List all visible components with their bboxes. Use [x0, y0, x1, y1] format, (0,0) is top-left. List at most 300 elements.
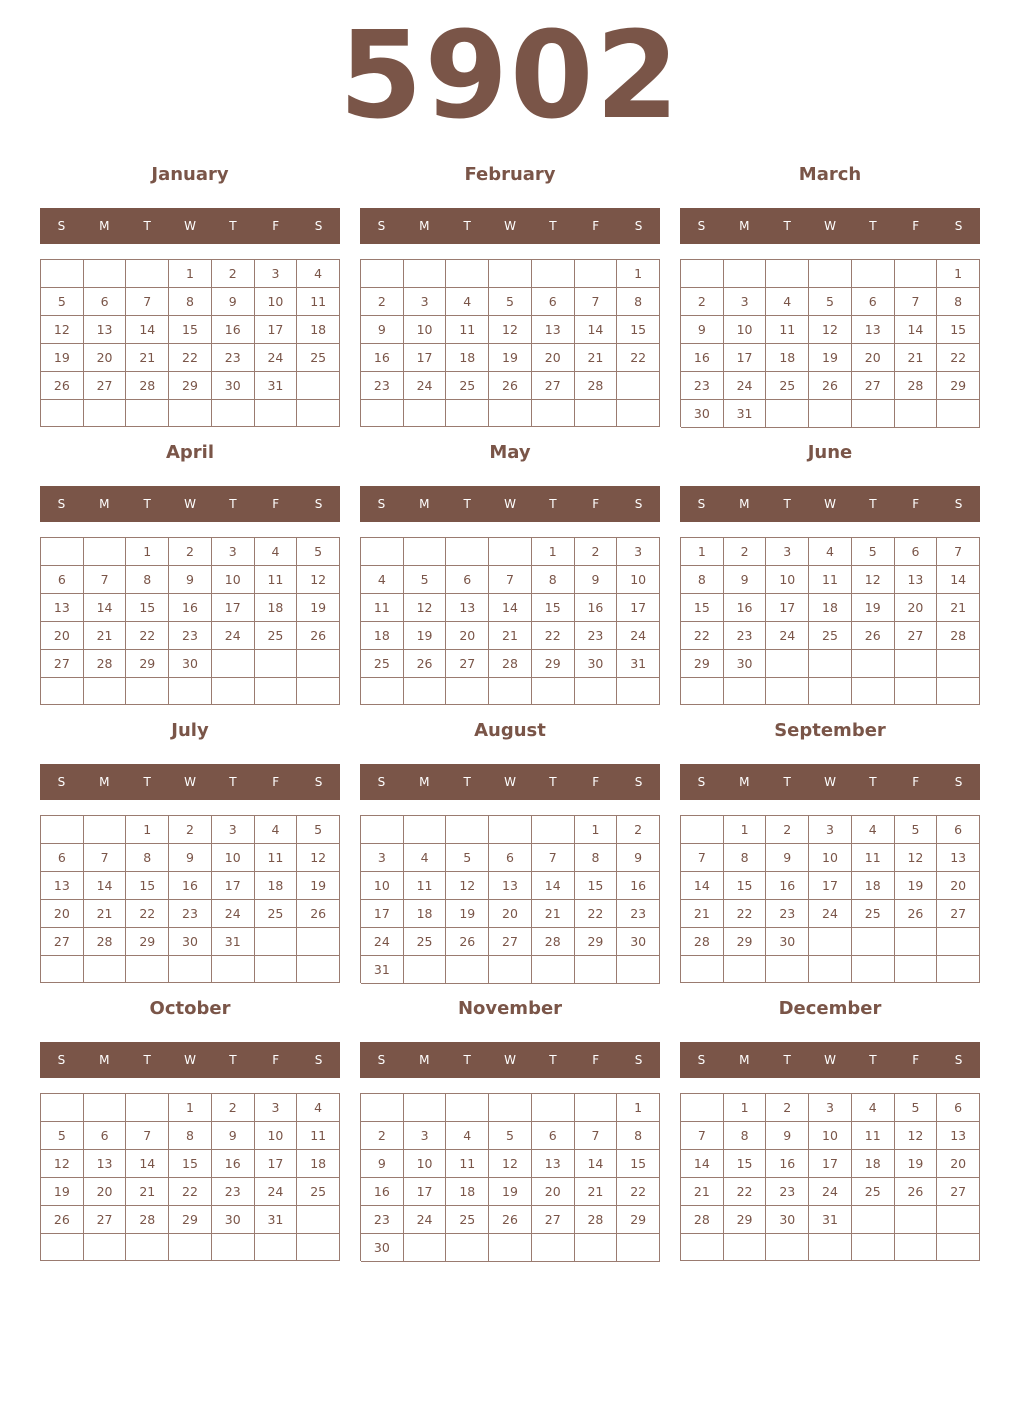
day-cell: 28	[895, 372, 938, 400]
weekday-label: W	[504, 497, 516, 511]
day-cell: 13	[895, 566, 938, 594]
day-cell	[297, 372, 340, 400]
day-cell	[489, 538, 532, 566]
day-cell: 29	[532, 650, 575, 678]
day-cell: 27	[41, 928, 84, 956]
day-cell: 12	[895, 1122, 938, 1150]
day-cell: 23	[169, 900, 212, 928]
day-cell	[809, 928, 852, 956]
day-cell: 5	[297, 538, 340, 566]
day-cell	[575, 678, 618, 705]
day-cell: 6	[84, 288, 127, 316]
weekday-label: W	[184, 219, 196, 233]
day-cell	[126, 1234, 169, 1261]
day-cell: 26	[404, 650, 447, 678]
day-cell: 18	[809, 594, 852, 622]
day-cell: 14	[681, 872, 724, 900]
day-cell	[84, 538, 127, 566]
day-cell: 26	[489, 372, 532, 400]
day-cell: 4	[297, 1094, 340, 1122]
day-cell	[532, 1234, 575, 1262]
day-cell: 14	[532, 872, 575, 900]
day-cell: 1	[532, 538, 575, 566]
day-cell: 22	[937, 344, 980, 372]
day-cell	[681, 956, 724, 983]
day-cell: 22	[724, 900, 767, 928]
day-cell: 14	[937, 566, 980, 594]
day-cell: 8	[169, 288, 212, 316]
day-cell: 26	[41, 1206, 84, 1234]
day-cell	[852, 650, 895, 678]
day-cell: 28	[84, 928, 127, 956]
month-name: January	[151, 164, 229, 185]
day-grid	[360, 259, 660, 427]
day-cell: 18	[297, 1150, 340, 1178]
weekday-label: W	[184, 497, 196, 511]
weekday-label: F	[272, 775, 280, 789]
day-grid	[680, 815, 980, 983]
day-cell: 23	[766, 900, 809, 928]
day-cell: 17	[404, 344, 447, 372]
day-cell	[212, 400, 255, 427]
day-cell: 9	[766, 1122, 809, 1150]
day-cell: 30	[766, 1206, 809, 1234]
day-cell: 3	[809, 1094, 852, 1122]
weekday-label: M	[739, 775, 750, 789]
day-cell	[617, 956, 660, 984]
day-cell: 4	[255, 538, 298, 566]
day-cell	[126, 400, 169, 427]
month-name: April	[165, 442, 215, 463]
day-cell: 8	[126, 844, 169, 872]
day-cell: 5	[41, 1122, 84, 1150]
weekday-label: M	[739, 219, 750, 233]
day-cell	[895, 260, 938, 288]
weekday-label: T	[229, 775, 237, 789]
day-cell: 31	[724, 400, 767, 428]
day-cell	[575, 1094, 618, 1122]
day-cell: 28	[575, 372, 618, 400]
day-cell: 9	[169, 566, 212, 594]
day-cell: 25	[446, 372, 489, 400]
day-cell: 6	[84, 1122, 127, 1150]
month-name: March	[798, 164, 862, 185]
weekday-label: T	[549, 1053, 557, 1067]
weekday-header	[360, 486, 660, 522]
day-cell	[724, 956, 767, 983]
day-cell: 15	[617, 1150, 660, 1178]
day-cell	[404, 1234, 447, 1262]
day-cell: 16	[766, 1150, 809, 1178]
day-cell: 10	[766, 566, 809, 594]
day-cell: 29	[169, 372, 212, 400]
day-cell: 14	[575, 1150, 618, 1178]
day-cell: 17	[766, 594, 809, 622]
day-cell: 7	[575, 1122, 618, 1150]
day-cell: 26	[809, 372, 852, 400]
day-cell: 7	[489, 566, 532, 594]
day-cell: 20	[446, 622, 489, 650]
day-cell: 17	[809, 872, 852, 900]
day-cell: 2	[617, 816, 660, 844]
day-cell	[84, 1234, 127, 1261]
day-cell	[361, 538, 404, 566]
day-cell	[361, 678, 404, 705]
day-cell: 11	[809, 566, 852, 594]
day-cell	[895, 1234, 938, 1261]
weekday-label: S	[954, 219, 963, 233]
day-cell	[575, 1234, 618, 1262]
day-cell: 3	[404, 1122, 447, 1150]
day-cell: 19	[809, 344, 852, 372]
day-cell: 11	[852, 844, 895, 872]
day-cell: 17	[724, 344, 767, 372]
day-grid	[40, 537, 340, 705]
day-cell: 3	[404, 288, 447, 316]
day-cell	[404, 538, 447, 566]
day-cell: 1	[169, 1094, 212, 1122]
day-cell: 29	[724, 1206, 767, 1234]
day-cell: 12	[446, 872, 489, 900]
weekday-label: T	[229, 1053, 237, 1067]
day-cell: 27	[41, 650, 84, 678]
weekday-label: S	[57, 219, 66, 233]
weekday-label: M	[99, 219, 110, 233]
day-cell: 13	[532, 1150, 575, 1178]
day-cell: 5	[297, 816, 340, 844]
day-cell	[681, 1234, 724, 1261]
day-cell: 25	[852, 900, 895, 928]
weekday-label: S	[697, 1053, 706, 1067]
day-cell	[809, 650, 852, 678]
weekday-label: S	[377, 775, 386, 789]
weekday-label: T	[143, 497, 151, 511]
weekday-header	[680, 208, 980, 244]
day-cell: 4	[809, 538, 852, 566]
day-cell: 3	[809, 816, 852, 844]
day-grid	[680, 537, 980, 705]
day-cell: 12	[404, 594, 447, 622]
day-cell: 25	[255, 622, 298, 650]
day-cell: 3	[255, 260, 298, 288]
day-cell	[404, 956, 447, 984]
weekday-label: S	[377, 1053, 386, 1067]
day-cell: 21	[84, 622, 127, 650]
day-cell: 17	[255, 316, 298, 344]
day-cell	[84, 1094, 127, 1122]
day-cell: 23	[361, 1206, 404, 1234]
day-cell	[41, 260, 84, 288]
day-cell: 14	[126, 316, 169, 344]
day-cell: 29	[681, 650, 724, 678]
day-cell	[41, 678, 84, 705]
day-cell	[297, 1234, 340, 1261]
day-cell	[852, 400, 895, 428]
day-cell: 26	[852, 622, 895, 650]
weekday-label: S	[697, 775, 706, 789]
day-cell	[126, 1094, 169, 1122]
weekday-label: S	[57, 775, 66, 789]
day-cell: 18	[404, 900, 447, 928]
day-cell: 29	[126, 650, 169, 678]
day-cell	[41, 816, 84, 844]
day-cell	[681, 1094, 724, 1122]
day-cell: 31	[617, 650, 660, 678]
weekday-label: S	[697, 497, 706, 511]
day-cell: 1	[937, 260, 980, 288]
day-cell: 22	[617, 1178, 660, 1206]
weekday-label: S	[377, 497, 386, 511]
weekday-label: T	[783, 1053, 791, 1067]
day-cell	[41, 956, 84, 983]
day-cell: 18	[766, 344, 809, 372]
day-cell	[255, 1234, 298, 1261]
day-cell: 23	[212, 1178, 255, 1206]
day-cell	[937, 1206, 980, 1234]
day-cell: 24	[255, 1178, 298, 1206]
day-grid	[360, 815, 660, 983]
day-cell: 8	[575, 844, 618, 872]
day-cell: 20	[84, 344, 127, 372]
day-cell: 14	[126, 1150, 169, 1178]
day-grid	[680, 259, 980, 427]
day-cell: 12	[489, 1150, 532, 1178]
day-cell: 13	[446, 594, 489, 622]
month-name: May	[489, 442, 531, 463]
day-cell: 27	[489, 928, 532, 956]
day-cell: 10	[255, 1122, 298, 1150]
day-cell: 4	[446, 288, 489, 316]
weekday-label: T	[463, 497, 471, 511]
day-cell: 16	[361, 344, 404, 372]
day-cell: 2	[766, 816, 809, 844]
weekday-label: M	[99, 775, 110, 789]
day-cell	[126, 956, 169, 983]
day-cell	[575, 956, 618, 984]
day-cell	[532, 400, 575, 427]
day-cell: 5	[41, 288, 84, 316]
day-cell: 26	[297, 622, 340, 650]
day-cell	[404, 400, 447, 427]
day-cell: 11	[446, 1150, 489, 1178]
day-cell: 23	[766, 1178, 809, 1206]
day-cell: 15	[126, 872, 169, 900]
day-cell: 14	[681, 1150, 724, 1178]
day-cell	[489, 260, 532, 288]
day-cell	[297, 678, 340, 705]
day-cell: 21	[489, 622, 532, 650]
day-cell: 24	[361, 928, 404, 956]
day-cell: 9	[575, 566, 618, 594]
weekday-label: F	[272, 497, 280, 511]
day-cell: 16	[617, 872, 660, 900]
month-name: October	[149, 998, 231, 1019]
day-grid	[360, 1093, 660, 1261]
day-cell: 11	[297, 1122, 340, 1150]
weekday-label: T	[869, 1053, 877, 1067]
day-cell: 28	[681, 1206, 724, 1234]
day-cell	[532, 956, 575, 984]
day-cell: 22	[617, 344, 660, 372]
day-cell: 25	[809, 622, 852, 650]
day-cell	[575, 400, 618, 427]
day-cell: 17	[212, 872, 255, 900]
weekday-label: S	[954, 775, 963, 789]
day-cell: 18	[852, 1150, 895, 1178]
day-cell: 6	[489, 844, 532, 872]
day-cell: 3	[212, 538, 255, 566]
weekday-label: F	[912, 775, 920, 789]
weekday-label: M	[419, 219, 430, 233]
day-cell	[212, 678, 255, 705]
day-cell	[937, 650, 980, 678]
weekday-label: T	[869, 219, 877, 233]
day-cell: 20	[937, 1150, 980, 1178]
day-cell: 24	[809, 900, 852, 928]
month-name: July	[171, 720, 209, 741]
day-cell	[41, 538, 84, 566]
day-cell	[766, 260, 809, 288]
day-cell	[895, 928, 938, 956]
day-cell: 25	[297, 1178, 340, 1206]
day-cell: 23	[724, 622, 767, 650]
day-cell	[766, 678, 809, 705]
day-cell: 20	[852, 344, 895, 372]
day-cell: 17	[255, 1150, 298, 1178]
day-cell: 17	[361, 900, 404, 928]
day-cell: 24	[766, 622, 809, 650]
day-cell: 1	[617, 1094, 660, 1122]
weekday-label: W	[824, 497, 836, 511]
day-cell: 3	[255, 1094, 298, 1122]
day-cell: 5	[489, 1122, 532, 1150]
month-name: August	[474, 720, 546, 741]
day-cell: 18	[361, 622, 404, 650]
day-cell: 10	[212, 844, 255, 872]
day-cell	[766, 956, 809, 983]
weekday-label: W	[824, 1053, 836, 1067]
day-cell: 9	[617, 844, 660, 872]
weekday-label: S	[57, 497, 66, 511]
day-cell	[895, 678, 938, 705]
day-cell: 25	[255, 900, 298, 928]
day-grid	[40, 259, 340, 427]
day-cell	[404, 678, 447, 705]
day-cell: 29	[575, 928, 618, 956]
day-cell	[617, 400, 660, 427]
day-cell: 19	[297, 594, 340, 622]
weekday-label: T	[143, 219, 151, 233]
day-cell: 2	[724, 538, 767, 566]
day-cell: 20	[895, 594, 938, 622]
day-cell: 22	[169, 1178, 212, 1206]
day-cell: 2	[212, 1094, 255, 1122]
day-cell: 28	[126, 1206, 169, 1234]
day-cell: 15	[169, 316, 212, 344]
day-cell	[766, 650, 809, 678]
weekday-label: F	[912, 1053, 920, 1067]
day-cell	[446, 260, 489, 288]
day-cell: 15	[169, 1150, 212, 1178]
day-cell: 30	[681, 400, 724, 428]
day-cell: 3	[766, 538, 809, 566]
day-cell: 7	[84, 844, 127, 872]
weekday-label: S	[314, 219, 323, 233]
day-cell	[681, 816, 724, 844]
day-cell: 20	[489, 900, 532, 928]
day-cell: 22	[724, 1178, 767, 1206]
day-cell: 21	[126, 1178, 169, 1206]
day-cell: 5	[852, 538, 895, 566]
day-cell	[41, 400, 84, 427]
day-cell: 9	[766, 844, 809, 872]
day-cell: 18	[255, 594, 298, 622]
day-cell	[895, 400, 938, 428]
day-grid	[360, 537, 660, 705]
day-cell: 8	[681, 566, 724, 594]
day-cell: 21	[681, 900, 724, 928]
weekday-label: M	[419, 497, 430, 511]
day-cell: 30	[169, 650, 212, 678]
day-cell: 8	[617, 288, 660, 316]
day-cell: 10	[255, 288, 298, 316]
day-cell	[212, 956, 255, 983]
day-cell	[766, 400, 809, 428]
day-cell: 16	[766, 872, 809, 900]
day-cell: 1	[681, 538, 724, 566]
day-cell: 14	[84, 594, 127, 622]
day-cell: 16	[212, 1150, 255, 1178]
day-cell: 28	[575, 1206, 618, 1234]
day-cell: 12	[41, 1150, 84, 1178]
weekday-label: S	[954, 1053, 963, 1067]
day-cell	[297, 1206, 340, 1234]
day-cell: 19	[895, 1150, 938, 1178]
weekday-label: T	[783, 775, 791, 789]
weekday-label: T	[549, 219, 557, 233]
day-cell	[937, 678, 980, 705]
day-cell: 8	[126, 566, 169, 594]
day-cell: 20	[41, 622, 84, 650]
day-cell: 3	[361, 844, 404, 872]
day-grid	[40, 1093, 340, 1261]
weekday-label: F	[592, 497, 600, 511]
day-cell	[809, 400, 852, 428]
day-cell	[617, 372, 660, 400]
day-cell: 26	[489, 1206, 532, 1234]
day-cell	[255, 650, 298, 678]
day-cell: 17	[212, 594, 255, 622]
day-cell: 7	[895, 288, 938, 316]
day-cell: 11	[297, 288, 340, 316]
day-cell	[617, 1234, 660, 1262]
day-cell: 1	[126, 538, 169, 566]
day-cell: 27	[852, 372, 895, 400]
day-cell: 6	[446, 566, 489, 594]
day-cell	[852, 956, 895, 983]
day-cell: 30	[361, 1234, 404, 1262]
day-cell: 11	[255, 844, 298, 872]
day-cell	[895, 650, 938, 678]
weekday-label: S	[634, 1053, 643, 1067]
day-cell: 7	[681, 844, 724, 872]
day-cell: 23	[361, 372, 404, 400]
weekday-header	[680, 764, 980, 800]
day-cell: 13	[41, 594, 84, 622]
day-cell: 23	[169, 622, 212, 650]
weekday-label: T	[549, 497, 557, 511]
day-cell: 30	[212, 372, 255, 400]
